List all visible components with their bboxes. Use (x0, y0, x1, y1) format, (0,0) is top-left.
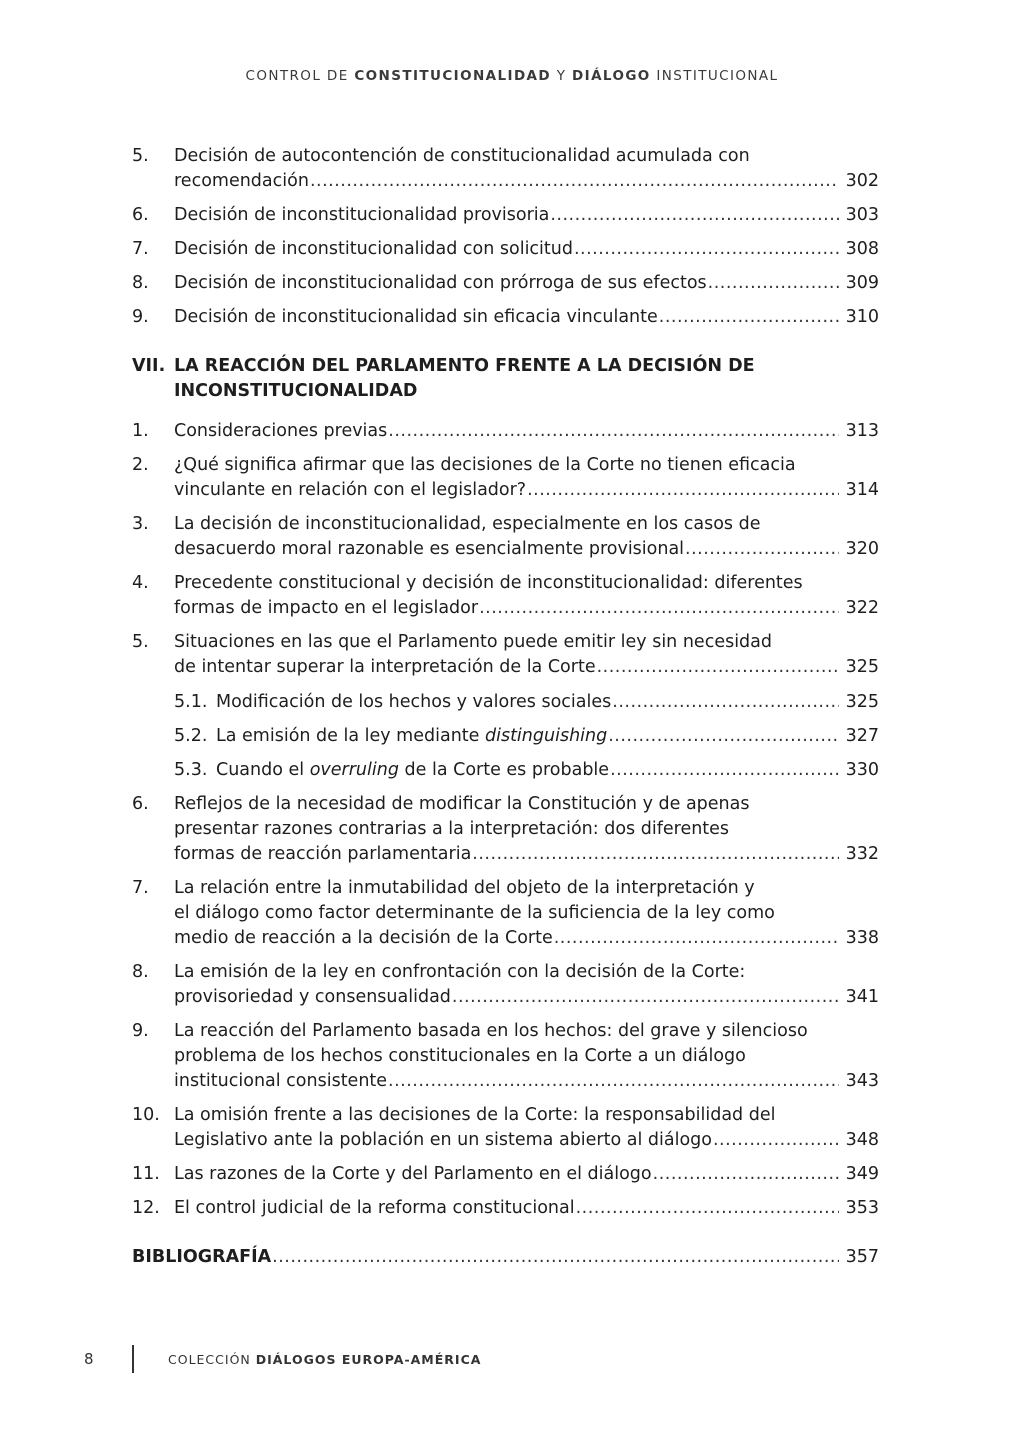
entry-text: provisoriedad y consensualidad (174, 987, 451, 1007)
leader-dots (472, 842, 839, 867)
folio-page-number: 8 (84, 1350, 94, 1368)
entry-text: La omisión frente a las decisiones de la Corte: la responsabilidad del (174, 1105, 776, 1125)
page-number: 343 (845, 1071, 879, 1091)
entry-text: La emisión de la ley en confrontación con la decisión de la Corte: (174, 962, 746, 982)
entry-text: La relación entre la inmutabilidad del objeto de la interpretación y (174, 878, 755, 898)
chapter-number: VII. (132, 356, 166, 376)
page-number: 309 (845, 273, 879, 293)
page-number: 330 (845, 760, 879, 780)
page-number: 320 (845, 539, 879, 559)
entry-text: Decisión de inconstitucionalidad provisoria (174, 205, 550, 225)
entry-number: 1. (132, 421, 149, 441)
entry-text: formas de impacto en el legislador (174, 598, 479, 618)
header-bold-text: CONSTITUCIONALIDAD (354, 68, 552, 84)
entry-text: recomendación (174, 171, 309, 191)
subentry-italic-term: overruling (309, 760, 399, 780)
entry-number: 9. (132, 307, 149, 327)
entry-number: 5. (132, 146, 149, 166)
entry-number: 7. (132, 878, 149, 898)
entry-number: 11. (132, 1164, 160, 1184)
entry-number: 12. (132, 1198, 160, 1218)
subentry-text (216, 758, 609, 783)
entry-text: Situaciones en las que el Parlamento puede emitir ley sin necesidad (174, 632, 772, 652)
leader-dots (708, 271, 839, 296)
leader-dots (574, 237, 839, 262)
subentry-text-part: de la Corte es probable (398, 760, 610, 780)
leader-dots (608, 724, 839, 749)
leader-dots (388, 419, 839, 444)
page-number: 325 (845, 657, 879, 677)
page-number: 308 (845, 239, 879, 259)
bibliography-entry[interactable] (132, 1245, 879, 1270)
entry-text: desacuerdo moral razonable es esencialmente provisional (174, 539, 685, 559)
entry-text: Reflejos de la necesidad de modificar la Constitución y de apenas (174, 794, 750, 814)
entry-text: medio de reacción a la decisión de la Corte (174, 928, 553, 948)
page-number: 338 (845, 928, 879, 948)
subentry-text: Modificación de los hechos y valores sociales (216, 692, 612, 712)
collection-name (168, 1352, 481, 1367)
leader-dots (310, 169, 839, 194)
leader-dots (554, 926, 839, 951)
entry-text: Decisión de inconstitucionalidad con solicitud (174, 239, 573, 259)
entry-number: 10. (132, 1105, 160, 1125)
page-number: 357 (845, 1247, 879, 1267)
chapter-title: INCONSTITUCIONALIDAD (174, 381, 418, 401)
page-number: 325 (845, 692, 879, 712)
subentry-text-part: La emisión de la ley mediante (216, 726, 485, 746)
leader-dots (685, 537, 839, 562)
leader-dots (388, 1069, 839, 1094)
page-number: 353 (845, 1198, 879, 1218)
bibliography-label: BIBLIOGRAFÍA (132, 1247, 272, 1267)
leader-dots (597, 655, 839, 680)
subentry-number: 5.2. (174, 726, 208, 746)
subentry-number: 5.1. (174, 692, 208, 712)
leader-dots (610, 758, 839, 783)
leader-dots (527, 478, 839, 503)
entry-text: Decisión de autocontención de constitucionalidad acumulada con (174, 146, 750, 166)
entry-text: La reacción del Parlamento basada en los hechos: del grave y silencioso (174, 1021, 808, 1041)
leader-dots (272, 1245, 839, 1270)
page-number: 332 (845, 844, 879, 864)
entry-text: Legislativo ante la población en un sistema abierto al diálogo (174, 1130, 712, 1150)
subentry-text (216, 724, 607, 749)
entry-text: Decisión de inconstitucionalidad con prórroga de sus efectos (174, 273, 707, 293)
subentry-text-part: Cuando el (216, 760, 310, 780)
entry-text: problema de los hechos constitucionales en la Corte a un diálogo (174, 1046, 746, 1066)
header-bold-text: DIÁLOGO (572, 68, 651, 84)
leader-dots (659, 305, 839, 330)
entry-text: el diálogo como factor determinante de la suficiencia de la ley como (174, 903, 775, 923)
entry-number: 9. (132, 1021, 149, 1041)
page-number: 314 (845, 480, 879, 500)
page-number: 341 (845, 987, 879, 1007)
footer-divider (132, 1345, 134, 1373)
entry-number: 6. (132, 794, 149, 814)
entry-text: Las razones de la Corte y del Parlamento en el diálogo (174, 1164, 652, 1184)
entry-number: 6. (132, 205, 149, 225)
header-text: INSTITUCIONAL (650, 68, 779, 84)
page-number: 322 (845, 598, 879, 618)
entry-text: ¿Qué significa afirmar que las decisiones de la Corte no tienen eficacia (174, 455, 796, 475)
header-text: Y (551, 68, 573, 84)
leader-dots (653, 1162, 839, 1187)
collection-title: DIÁLOGOS EUROPA-AMÉRICA (255, 1352, 482, 1367)
leader-dots (713, 1128, 839, 1153)
chapter-title: LA REACCIÓN DEL PARLAMENTO FRENTE A LA DECISIÓN DE (174, 356, 755, 376)
entry-text: La decisión de inconstitucionalidad, especialmente en los casos de (174, 514, 761, 534)
leader-dots (479, 596, 839, 621)
page-number: 327 (845, 726, 879, 746)
entry-number: 8. (132, 273, 149, 293)
page-number: 349 (845, 1164, 879, 1184)
leader-dots (550, 203, 839, 228)
leader-dots (452, 985, 839, 1010)
entry-number: 5. (132, 632, 149, 652)
entry-number: 8. (132, 962, 149, 982)
entry-text: Precedente constitucional y decisión de inconstitucionalidad: diferentes (174, 573, 803, 593)
leader-dots (576, 1196, 839, 1221)
page-number: 313 (845, 421, 879, 441)
collection-prefix: COLECCIÓN (168, 1352, 256, 1367)
entry-text: El control judicial de la reforma constitucional (174, 1198, 575, 1218)
leader-dots (612, 690, 839, 715)
entry-text: Decisión de inconstitucionalidad sin eficacia vinculante (174, 307, 658, 327)
entry-text: de intentar superar la interpretación de la Corte (174, 657, 596, 677)
page-number: 348 (845, 1130, 879, 1150)
entry-number: 4. (132, 573, 149, 593)
running-header (0, 68, 1024, 84)
subentry-italic-term: distinguishing (484, 726, 608, 746)
entry-number: 3. (132, 514, 149, 534)
entry-text: formas de reacción parlamentaria (174, 844, 472, 864)
entry-text: vinculante en relación con el legislador? (174, 480, 527, 500)
subentry-number: 5.3. (174, 760, 208, 780)
entry-text: presentar razones contrarias a la interpretación: dos diferentes (174, 819, 730, 839)
page-number: 302 (845, 171, 879, 191)
entry-text: institucional consistente (174, 1071, 388, 1091)
header-text: CONTROL DE (245, 68, 355, 84)
entry-number: 2. (132, 455, 149, 475)
entry-number: 7. (132, 239, 149, 259)
page-number: 303 (845, 205, 879, 225)
entry-text: Consideraciones previas (174, 421, 388, 441)
page-number: 310 (845, 307, 879, 327)
